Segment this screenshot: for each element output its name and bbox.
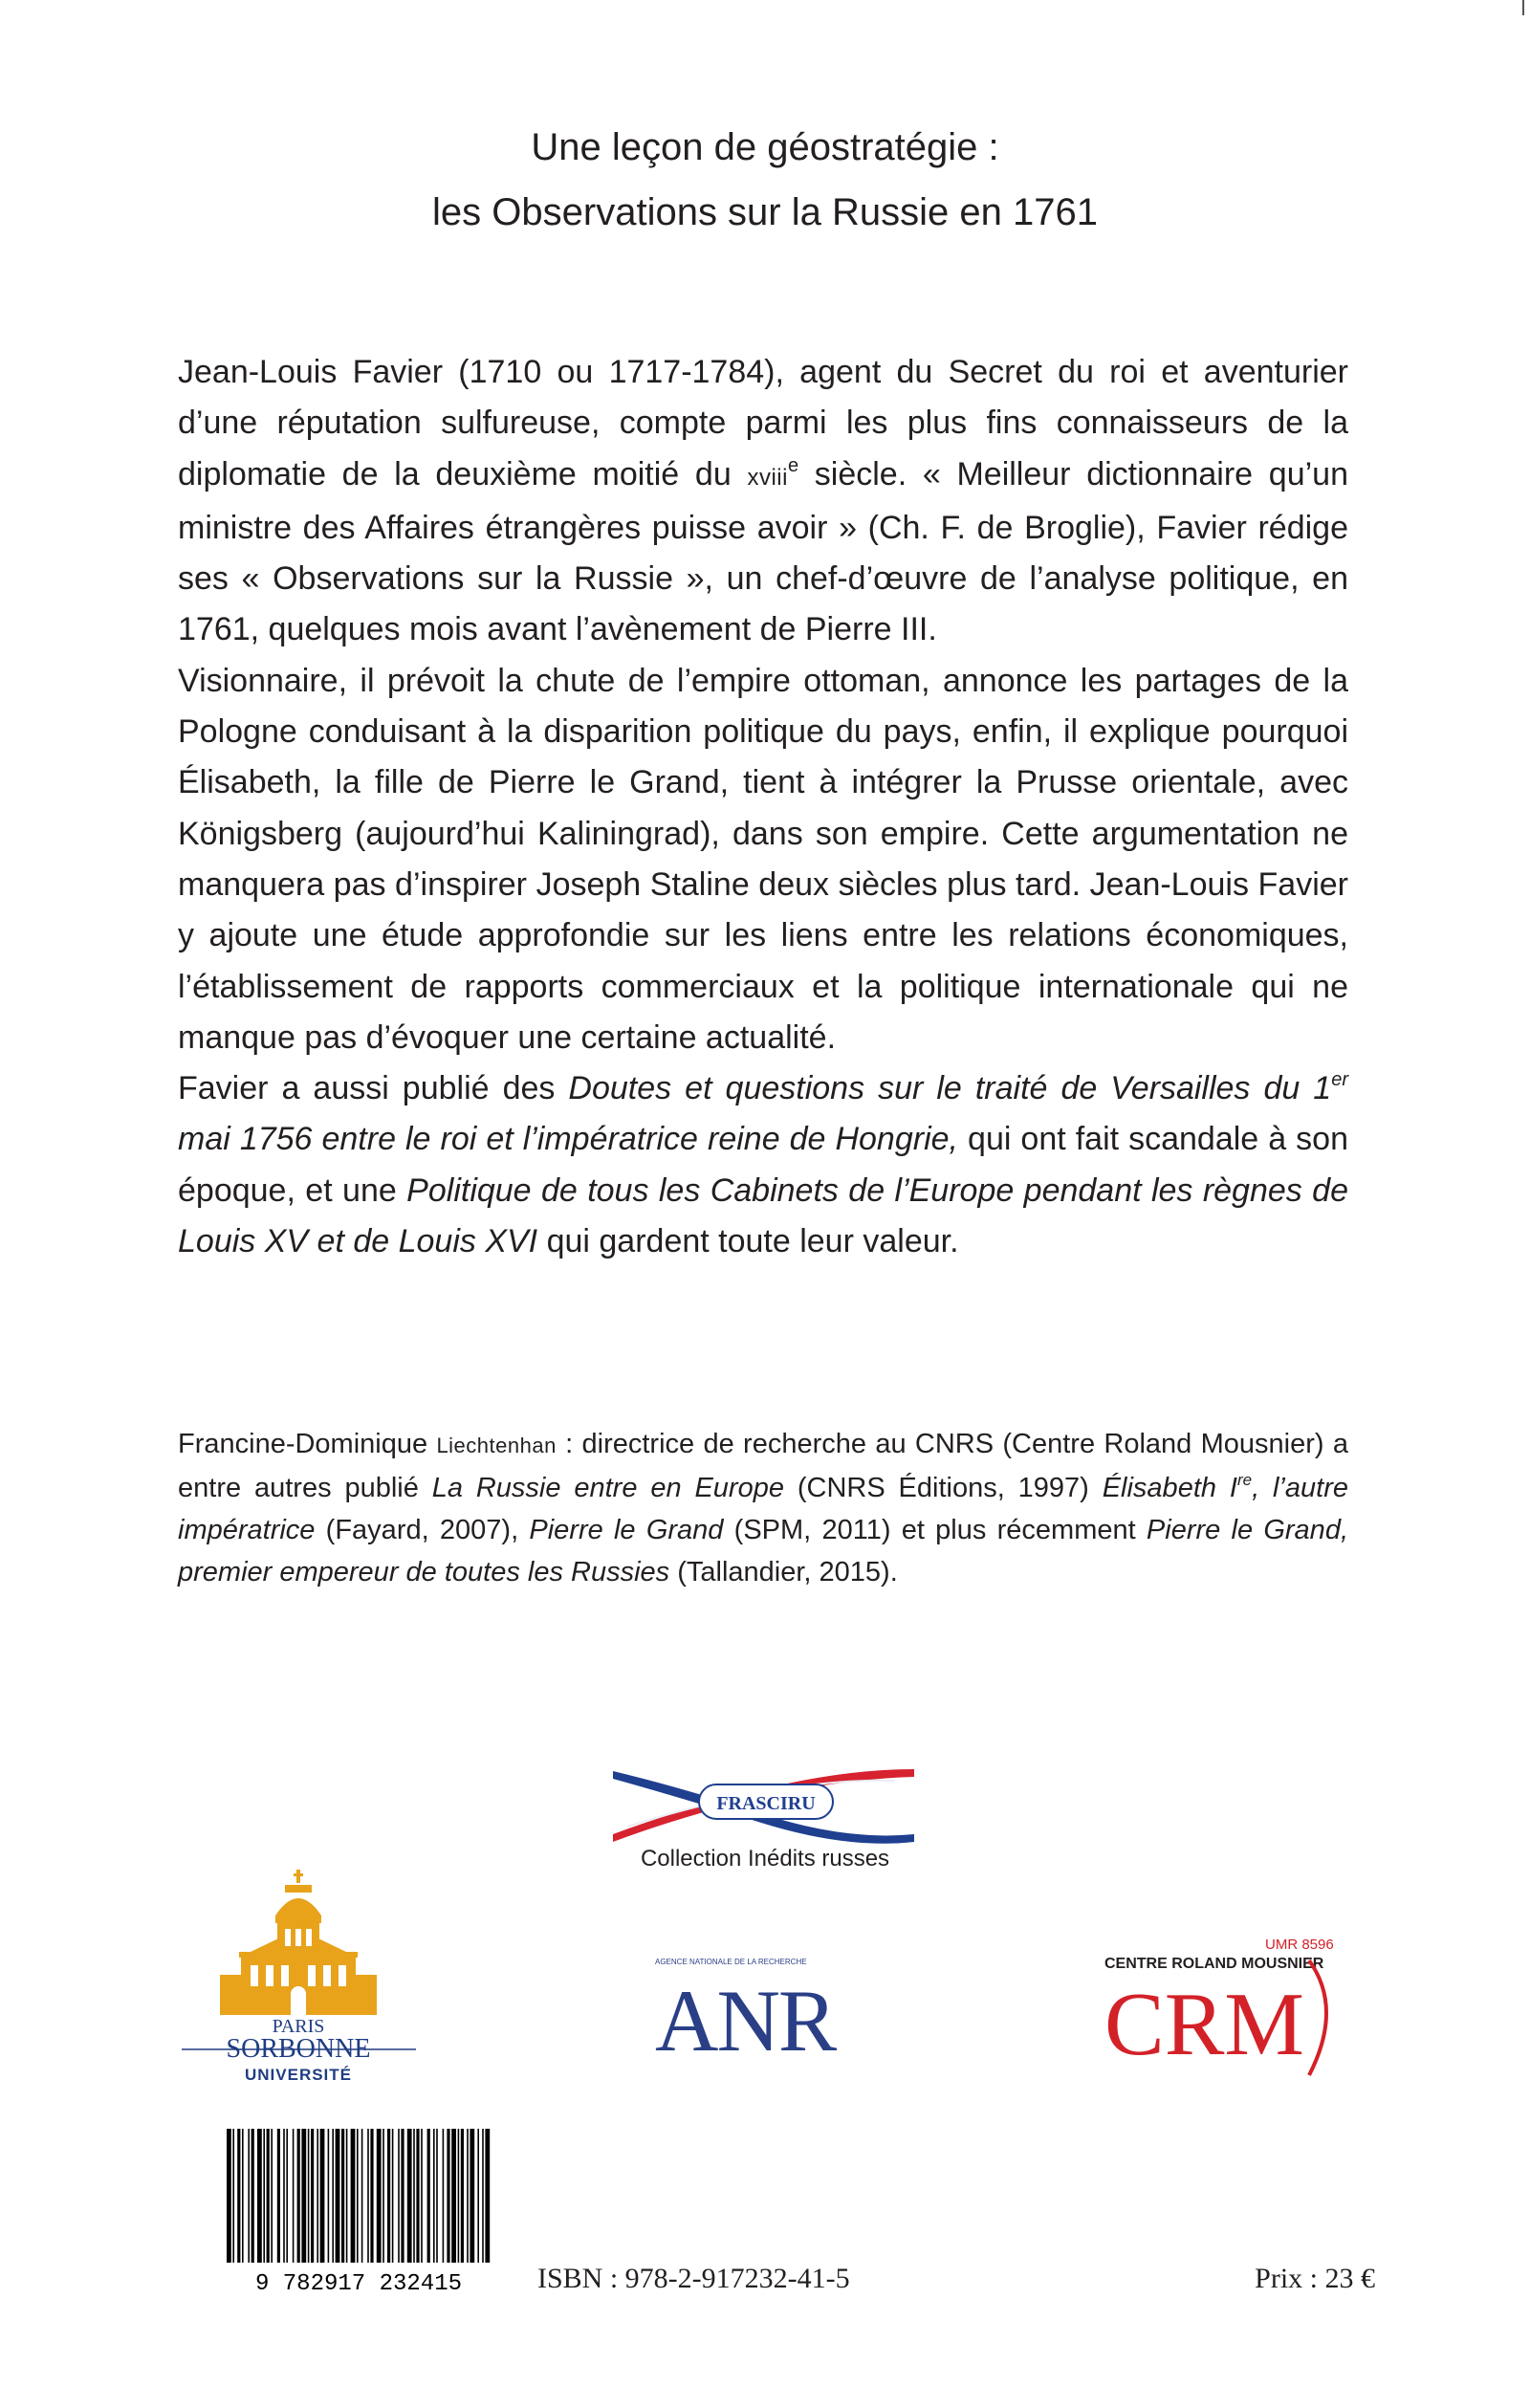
barcode-bar xyxy=(286,2129,288,2263)
barcode-bar xyxy=(467,2129,469,2263)
barcode-bar xyxy=(392,2129,394,2263)
sorbonne-paris-text: PARIS xyxy=(272,2016,325,2037)
barcode-bar xyxy=(232,2129,234,2263)
book-title-doutes: Doutes et questions sur le traité de Versailles du 1er mai 1756 entre le roi et l’impératrice reine de Hongrie, xyxy=(178,1069,1348,1158)
summary-paragraph-1: Jean-Louis Favier (1710 ou 1717-1784), agent du Secret du roi et aventurier d’une réputation sulfureuse, compte parmi les plus fins connaisseurs de la diplomatie de la deuxième moitié du xviii$^e$ siècle. « Meilleur dictionnaire qu’un ministre des Affaires étrangères puisse avoir » (Ch. F. de Broglie), Favier rédige ses « Observations sur la Russie », un chef-d’œuvre de l’analyse politique, en 1761, quelques mois avant l’avènement de Pierre III. xyxy=(178,354,1348,648)
barcode-digits: 9 782917 232415 xyxy=(254,2271,463,2294)
barcode-bar xyxy=(277,2129,280,2263)
barcode-bar xyxy=(308,2129,310,2263)
frasciru-logo xyxy=(608,1750,924,1846)
summary-paragraph-3: Favier a aussi publié des Doutes et questions sur le traité de Versailles du 1er mai 1756 entre le roi et l’impératrice reine de Hongrie, qui ont fait scandale à son époque, et une Politique de tous les Cabinets de l’Europe pendant les règnes de Louis XV et de Louis XVI qui gardent toute leur valeur. xyxy=(178,1069,1348,1260)
barcode-bar xyxy=(361,2129,363,2263)
barcode-bar xyxy=(242,2129,244,2263)
collection-label: Collection Inédits russes xyxy=(640,1846,890,1872)
barcode-bar xyxy=(485,2129,490,2263)
barcode-bar xyxy=(227,2129,231,2263)
summary-text xyxy=(178,347,1348,1267)
barcode-bar xyxy=(346,2129,348,2263)
barcode-bar xyxy=(317,2129,318,2263)
barcode-bar xyxy=(351,2129,356,2263)
barcode-bar xyxy=(447,2129,449,2263)
barcode-bar xyxy=(271,2129,273,2263)
barcode-bar xyxy=(328,2129,330,2263)
barcode-bar xyxy=(357,2129,359,2263)
sorbonne-name-text: SORBONNE xyxy=(226,2034,371,2064)
barcode-bar xyxy=(443,2129,445,2263)
author-firstname: Francine-Dominique xyxy=(178,1429,437,1459)
barcode-bar xyxy=(436,2129,438,2263)
barcode-bar xyxy=(257,2129,262,2263)
crm-center-text: CENTRE ROLAND MOUSNIER xyxy=(1104,1956,1324,1972)
barcode-bar xyxy=(336,2129,340,2263)
crm-logo xyxy=(1104,1932,1344,2085)
barcode-bar xyxy=(251,2129,254,2263)
isbn-barcode xyxy=(225,2127,492,2294)
barcode-bar xyxy=(451,2129,456,2263)
sorbonne-universite-text: UNIVERSITÉ xyxy=(244,2066,353,2084)
isbn-number: ISBN : 978-2-917232-41-5 xyxy=(537,2263,850,2294)
title-line-2: les Observations sur la Russie en 1761 xyxy=(432,191,1098,233)
barcode-bar xyxy=(416,2129,419,2263)
barcode-bar xyxy=(421,2129,423,2263)
barcode-bar xyxy=(263,2129,265,2263)
barcode-bar xyxy=(293,2129,295,2263)
barcode-bar xyxy=(370,2129,373,2263)
barcode-bar xyxy=(461,2129,464,2263)
barcode-bar xyxy=(387,2129,390,2263)
frasciru-logo-text: FRASCIRU xyxy=(716,1793,816,1814)
barcode-bars xyxy=(225,2127,492,2294)
barcode-bar xyxy=(341,2129,344,2263)
crm-letters: CRM xyxy=(1104,1975,1304,2074)
title-line-1: Une leçon de géostratégie : xyxy=(531,126,999,168)
barcode-bar xyxy=(377,2129,382,2263)
barcode-bar xyxy=(413,2129,415,2263)
sorbonne-logo xyxy=(182,1870,416,2085)
barcode-bar xyxy=(470,2129,474,2263)
barcode-bar xyxy=(297,2129,300,2263)
barcode-bar xyxy=(427,2129,430,2263)
anr-subtitle: AGENCE NATIONALE DE LA RECHERCHE xyxy=(655,1958,807,1966)
barcode-bar xyxy=(401,2129,404,2263)
summary-paragraph-2: Visionnaire, il prévoit la chute de l’empire ottoman, annonce les partages de la Pologne conduisant à la disparition politique du pays, enfin, il explique pourquoi Élisabeth, la fille de Pierre le Grand, tient à intégrer la Prusse orientale, avec Königsberg (aujourd’hui Kaliningrad), dans son empire. Cette argumentation ne manquera pas d’inspirer Joseph Staline deux siècles plus tard. Jean-Louis Favier y ajoute une étude approfondie sur les liens entre les relations économiques, l’établissement de rapports commerciaux et la politique internationale qui ne manque pas d’évoquer une certaine actualité. xyxy=(178,662,1348,1056)
barcode-bar xyxy=(283,2129,285,2263)
barcode-bar xyxy=(482,2129,484,2263)
barcode-bar xyxy=(301,2129,306,2263)
century-smallcaps: xviii xyxy=(747,464,788,491)
author-surname: Liechtenhan xyxy=(436,1434,557,1457)
anr-letters: ANR xyxy=(655,1972,836,2058)
page-edge-mark xyxy=(1522,0,1524,15)
barcode-bar xyxy=(433,2129,435,2263)
crm-arc xyxy=(1309,1960,1326,2075)
barcode-bar xyxy=(398,2129,400,2263)
price-label: Prix : 23 € xyxy=(1255,2263,1375,2294)
book-title-politique: Politique de tous les Cabinets de l’Europe pendant les règnes de Louis XV et de Louis XVI xyxy=(178,1171,1348,1260)
century-superscript: e xyxy=(787,454,799,476)
book-title xyxy=(0,115,1530,245)
barcode-bar xyxy=(407,2129,412,2263)
barcode-bar xyxy=(332,2129,334,2263)
barcode-bar xyxy=(237,2129,240,2263)
barcode-bar xyxy=(267,2129,270,2263)
barcode-bar xyxy=(367,2129,369,2263)
crm-umr-text: UMR 8596 xyxy=(1265,1937,1334,1953)
barcode-bar xyxy=(311,2129,314,2263)
author-bio: Francine-Dominique Liechtenhan : directrice de recherche au CNRS (Centre Roland Mousnier) a entre autres publié La Russie entre en Europe (CNRS Éditions, 1997) Élisabeth Ire, l’autre impératrice (Fayard, 2007), Pierre le Grand (SPM, 2011) et plus récemment Pierre le Grand, premier empereur de toutes les Russies (Tallandier, 2015). xyxy=(178,1429,1349,1587)
barcode-bar xyxy=(458,2129,460,2263)
anr-logo xyxy=(655,1951,880,2058)
barcode-bar xyxy=(477,2129,479,2263)
barcode-bar xyxy=(382,2129,384,2263)
barcode-bar xyxy=(320,2129,325,2263)
barcode-bar xyxy=(248,2129,250,2263)
